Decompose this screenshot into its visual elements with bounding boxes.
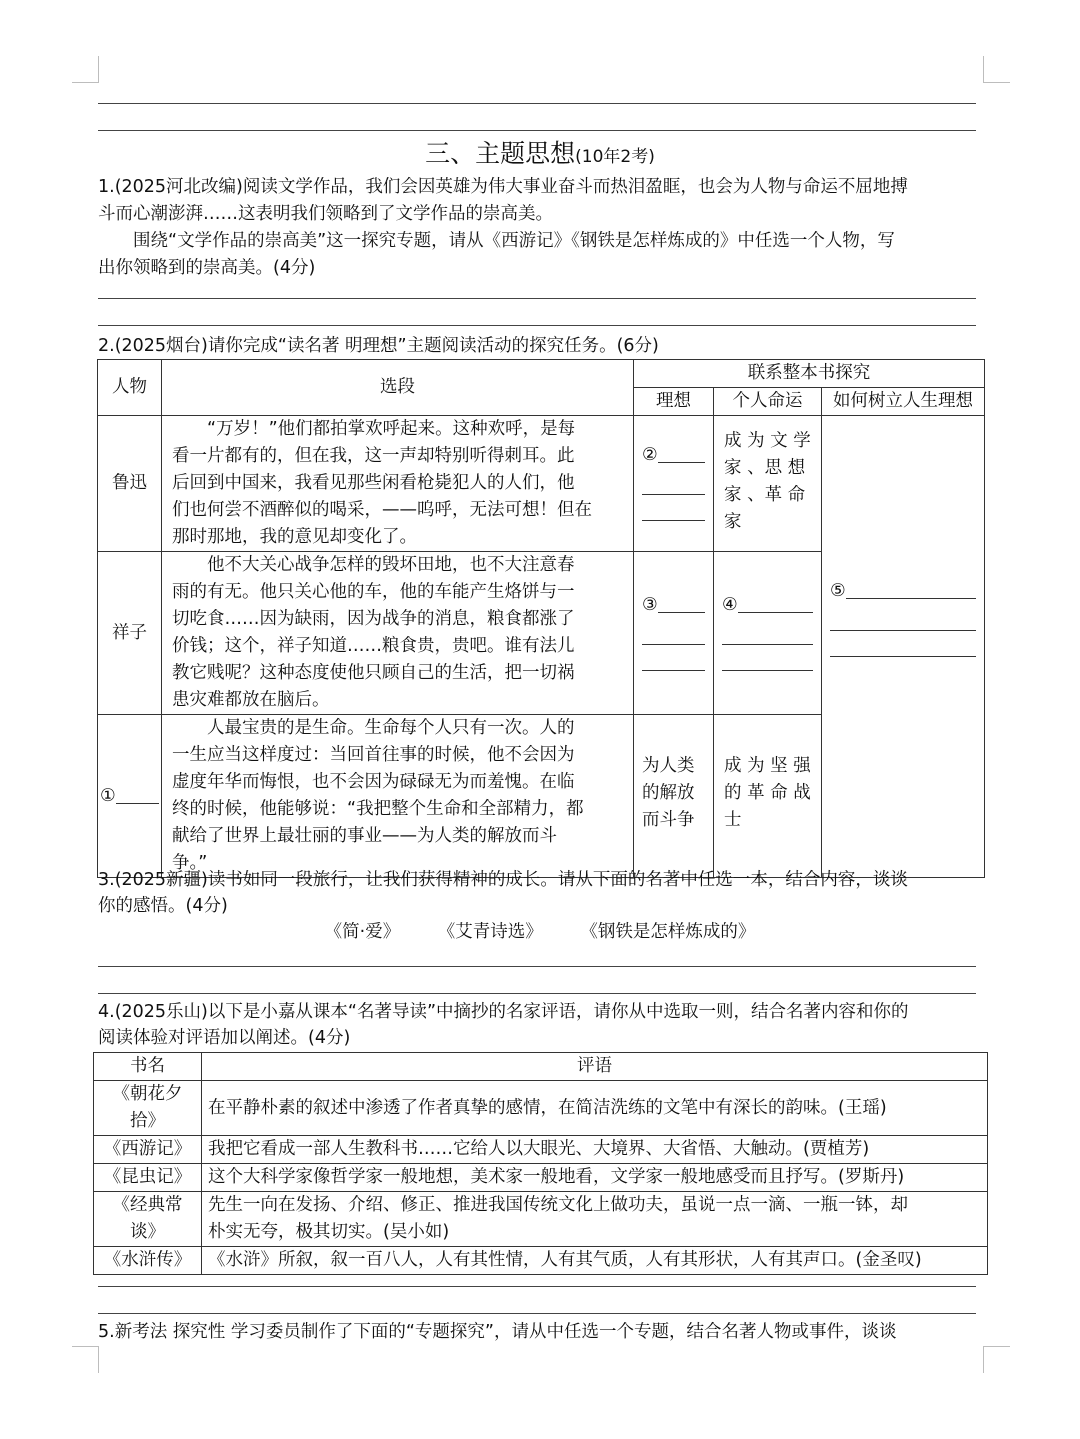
blank-marker: ④ [722, 595, 738, 615]
person-name: 鲁迅 [98, 416, 162, 552]
q4-table [93, 1052, 988, 1275]
fate-cell: 成 为 文 学 家 、思 想 家 、革 命 家 [714, 416, 822, 552]
header-how: 如何树立人生理想 [822, 388, 985, 416]
excerpt-cell: 人最宝贵的是生命。生命每个人只有一次。人的 一生应当这样度过：当回首往事的时候，他不会因为 虚度年华而悔恨，也不会因为碌碌无为而羞愧。在临 终的时候，他能够说：“我把整个生命和全部精力，都 献给了世界上最壮丽的事业——为人类的解放而斗 争。” [162, 715, 634, 878]
book-cell: 《水浒传》 [94, 1247, 202, 1275]
q2-table [97, 359, 985, 878]
book-title: 《简·爱》 [324, 922, 401, 942]
q1-line: 斗而心潮澎湃……这表明我们领略到了文学作品的崇高美。 [98, 204, 553, 224]
comment-cell: 这个大科学家像哲学家一般地想，美术家一般地看，文学家一般地感受而且抒写。(罗斯丹) [202, 1164, 988, 1192]
book-cell: 《昆虫记》 [94, 1164, 202, 1192]
header-fate: 个人命运 [714, 388, 822, 416]
ideal-blank-cell [634, 552, 714, 715]
excerpt-cell: “万岁！”他们都拍掌欢呼起来。这种欢呼，是每 看一片都有的，但在我，这一声却特别听得刺耳。此 后回到中国来，我看见那些闲看枪毙犯人的人们，他 们也何尝不酒醉似的喝采，——呜呼，无法可想！但在 那时那地，我的意见却变化了。 [162, 416, 634, 552]
blank-line [722, 645, 813, 671]
blank-line [722, 619, 813, 645]
header-group: 联系整本书探究 [634, 360, 985, 388]
table-row [94, 1192, 988, 1247]
comment-cell: 在平静朴素的叙述中渗透了作者真挚的感情，在简洁洗练的文笔中有深长的韵味。(王瑶) [202, 1081, 988, 1136]
fate-blank-cell [714, 552, 822, 715]
excerpt-cell: 他不大关心战争怎样的毁坏田地，也不大注意春 雨的有无。他只关心他的车，他的车能产生烙饼与一 切吃食……因为缺雨，因为战争的消息，粮食都涨了 价钱；这个，祥子知道……粮食贵，贵吧。谁有法儿 教它贱呢？这种态度使他只顾自己的生活，把一切祸 患灾难都放在脑后。 [162, 552, 634, 715]
blank-line [642, 495, 705, 521]
fate-cell: 成 为 坚 强 的 革 命 战 士 [714, 715, 822, 878]
blank-marker: ① [100, 785, 116, 806]
q3-line: 你的感悟。(4分) [98, 896, 228, 916]
blank-line [830, 605, 976, 631]
answer-line [98, 325, 976, 326]
comment-cell: 《水浒》所叙，叙一百八人，人有其性情，人有其气质，人有其形状，人有其声口。(金圣叹) [202, 1247, 988, 1275]
q1-line: 出你领略到的崇高美。(4分) [98, 258, 316, 278]
q4-line: 4.(2025乐山)以下是小嘉从课本“名著导读”中摘抄的名家评语，请你从中选取一则，结合名著内容和你的 [98, 1002, 909, 1022]
q1-line: 1.(2025河北改编)阅读文学作品，我们会因英雄为伟大事业奋斗而热泪盈眶，也会为人物与命运不屈地搏 [98, 177, 908, 197]
table-row [94, 1164, 988, 1192]
blank-marker: ③ [642, 595, 658, 615]
header-ideal: 理想 [634, 388, 714, 416]
crop-mark-bottom-right [983, 1346, 1010, 1373]
crop-mark-top-left [72, 56, 99, 83]
blank-marker: ⑤ [830, 581, 846, 601]
how-blank-cell [822, 416, 985, 878]
book-cell: 《经典常 谈》 [94, 1192, 202, 1247]
answer-line [98, 1313, 976, 1314]
person-name: 祥子 [98, 552, 162, 715]
q3-line: 3.(2025新疆)读书如同一段旅行，让我们获得精神的成长。请从下面的名著中任选一本，结合内容，谈谈 [98, 870, 908, 890]
answer-line [98, 966, 976, 967]
q1-line: 围绕“文学作品的崇高美”这一探究专题，请从《西游记》《钢铁是怎样炼成的》中任选一个人物，写 [133, 231, 895, 251]
table-row [94, 1081, 988, 1136]
header-book: 书名 [94, 1053, 202, 1081]
blank-line [642, 469, 705, 495]
q5-line: 5.新考法 探究性 学习委员制作了下面的“专题探究”，请从中任选一个专题，结合名著人物或事件，谈谈 [98, 1322, 897, 1342]
ideal-blank-cell [634, 416, 714, 552]
comment-cell: 我把它看成一部人生教科书……它给人以大眼光、大境界、大省悟、大触动。(贾植芳) [202, 1136, 988, 1164]
table-row [94, 1247, 988, 1275]
table-row [94, 1136, 988, 1164]
blank-line [830, 631, 976, 657]
blank-line [642, 645, 705, 671]
header-excerpt: 选段 [162, 360, 634, 416]
answer-line [98, 298, 976, 299]
answer-line [98, 130, 976, 131]
header-person: 人物 [98, 360, 162, 416]
person-blank-cell [98, 715, 162, 878]
table-row [98, 416, 985, 552]
book-title: 《艾青诗选》 [437, 922, 543, 942]
book-title: 《钢铁是怎样炼成的》 [580, 922, 756, 942]
section-title: 三、主题思想(10年2考) [425, 139, 655, 168]
blank-marker: ② [642, 445, 658, 465]
section-note: (10年2考) [575, 147, 655, 167]
comment-cell: 先生一向在发扬、介绍、修正、推进我国传统文化上做功夫，虽说一点一滴、一瓶一钵，却 朴实无夸，极其切实。(吴小如) [202, 1192, 988, 1247]
book-cell: 《朝花夕 拾》 [94, 1081, 202, 1136]
crop-mark-top-right [983, 56, 1010, 83]
ideal-cell: 为人类 的解放 而斗争 [634, 715, 714, 878]
answer-line [98, 1286, 976, 1287]
blank-line [642, 619, 705, 645]
header-comment: 评语 [202, 1053, 988, 1081]
answer-line [98, 993, 976, 994]
q2-intro: 2.(2025烟台)请你完成“读名著 明理想”主题阅读活动的探究任务。(6分) [98, 336, 659, 356]
q4-line: 阅读体验对评语加以阐述。(4分) [98, 1028, 351, 1048]
crop-mark-bottom-left [72, 1346, 99, 1373]
answer-line [98, 103, 976, 104]
book-list [0, 918, 1080, 943]
book-cell: 《西游记》 [94, 1136, 202, 1164]
